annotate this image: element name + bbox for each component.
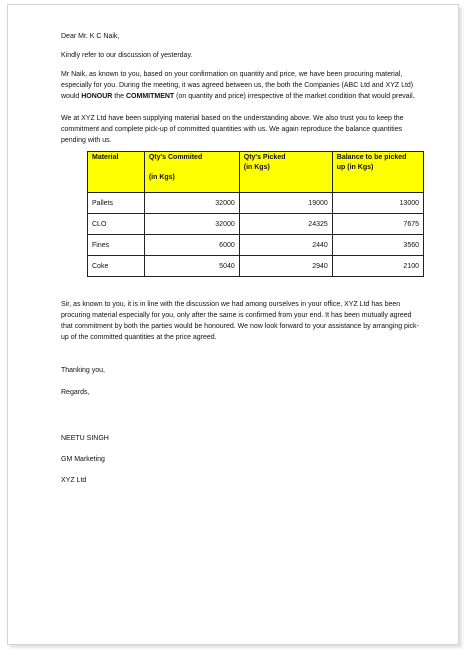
table-row — [88, 193, 424, 214]
cell-committed: 5040 — [144, 256, 239, 277]
header-picked-text: Qty's Picked (in Kgs) — [243, 154, 286, 171]
document-page — [7, 4, 459, 645]
header-material-text: Material — [92, 154, 119, 161]
paragraph-request: Sir, as known to you, it is in line with the discussion we had among ourselves in your office, XYZ Ltd has been procuring material especially for you, only after the same is confirmed from your end. It has been mutually agreed that commitment by both the parties would be honoured. We now look forward to your assistance by arranging pick-up of the committed quantities at the price agreed. — [61, 301, 419, 341]
table-row — [88, 235, 424, 256]
table-header-row — [88, 152, 424, 193]
cell-balance: 7675 — [332, 214, 423, 235]
cell-committed: 32000 — [144, 193, 239, 214]
paragraph-commitment-the: the — [112, 93, 126, 100]
paragraph-commitment — [61, 69, 424, 102]
signer-company: XYZ Ltd — [61, 477, 87, 484]
cell-balance: 3560 — [332, 235, 423, 256]
signer-title: GM Marketing — [61, 456, 105, 463]
balance-quantities-table — [87, 151, 424, 277]
table-row — [88, 256, 424, 277]
cell-committed: 6000 — [144, 235, 239, 256]
closing-regards: Regards, — [61, 389, 90, 396]
paragraph-commitment-text-b: (on quantity and price) irrespective of the market condition that would prevail. — [174, 93, 415, 100]
cell-material: Fines — [88, 235, 145, 256]
cell-picked: 19000 — [239, 193, 332, 214]
closing-thanks: Thanking you, — [61, 367, 105, 374]
intro-line: Kindly refer to our discussion of yesterday. — [61, 52, 193, 59]
cell-committed: 32000 — [144, 214, 239, 235]
cell-balance: 13000 — [332, 193, 423, 214]
cell-material: Pallets — [88, 193, 145, 214]
paragraph-supply: We at XYZ Ltd have been supplying material based on the understanding above. We also trust you to keep the commitment and complete pick-up of committed quantities with us. We again reproduce the balance quantities pending with us. — [61, 115, 404, 144]
cell-picked: 2940 — [239, 256, 332, 277]
signer-name: NEETU SINGH — [61, 435, 109, 442]
table-row — [88, 214, 424, 235]
header-committed — [144, 152, 239, 193]
commitment-emphasis: COMMITMENT — [125, 93, 175, 100]
header-balance — [332, 152, 423, 193]
header-balance-text: Balance to be picked up (in Kgs) — [336, 154, 407, 171]
cell-picked: 24325 — [239, 214, 332, 235]
cell-picked: 2440 — [239, 235, 332, 256]
paragraph-commitment-text-a: Mr Naik, as known to you, based on your confirmation on quantity and price, we have been procuring material, especially for you. During the meeting, it was agreed between us, the both the Companies (ABC Ltd and XYZ Ltd) would — [61, 71, 414, 100]
cell-material: Coke — [88, 256, 145, 277]
letter-body — [61, 31, 424, 486]
salutation: Dear Mr. K C Naik, — [61, 33, 120, 40]
header-material — [88, 152, 145, 193]
header-picked — [239, 152, 332, 193]
cell-material: CLO — [88, 214, 145, 235]
header-committed-text: Qty's Commited (in Kgs) — [148, 154, 203, 181]
honour-emphasis: HONOUR — [81, 93, 113, 100]
cell-balance: 2100 — [332, 256, 423, 277]
